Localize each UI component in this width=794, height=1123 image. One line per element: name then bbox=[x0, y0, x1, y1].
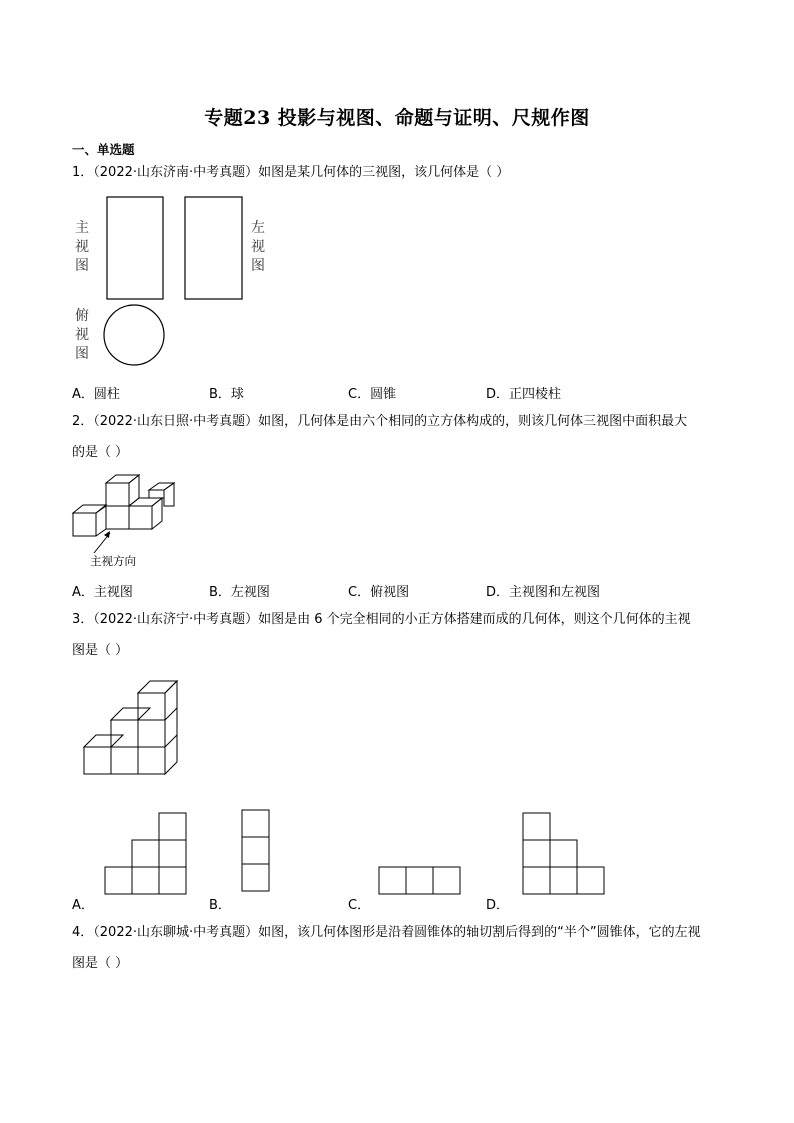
q2-option-c: C．俯视图 bbox=[348, 585, 410, 600]
q2-direction-caption: 主视方向 bbox=[90, 554, 136, 568]
q1-option-d: D．正四棱柱 bbox=[486, 387, 562, 402]
question-4-stem-line1: 4．（2022·山东聊城·中考真题）如图，该几何体图形是沿着圆锥体的轴切割后得到的“半个”圆锥体，它的左视 bbox=[72, 925, 701, 940]
q1-option-b: B．球 bbox=[209, 387, 244, 402]
q2-option-b: B．左视图 bbox=[209, 585, 270, 600]
q3-option-b: B． bbox=[209, 898, 231, 913]
front-view-rect bbox=[107, 197, 163, 299]
top-view-circle bbox=[104, 305, 164, 365]
left-view-rect bbox=[185, 197, 242, 299]
q2-option-a: A．主视图 bbox=[72, 585, 133, 600]
q1-option-a: A．圆柱 bbox=[72, 387, 120, 402]
section-heading: 一、单选题 bbox=[72, 142, 135, 157]
q2-option-d: D．主视图和左视图 bbox=[486, 585, 601, 600]
top-view-label: 俯视图 bbox=[75, 308, 89, 362]
front-view-label: 主视图 bbox=[75, 220, 89, 274]
left-view-label: 左视图 bbox=[251, 220, 265, 274]
q3-option-d: D． bbox=[486, 898, 510, 913]
q1-option-c: C．圆锥 bbox=[348, 387, 397, 402]
q3-option-c: C． bbox=[348, 898, 371, 913]
question-4-stem-line2: 图是（ ） bbox=[72, 956, 129, 971]
q3-option-a: A． bbox=[72, 898, 94, 913]
question-1-stem: 1．（2022·山东济南·中考真题）如图是某几何体的三视图，该几何体是（ ） bbox=[72, 165, 510, 180]
question-2-stem-line2: 的是（ ） bbox=[72, 445, 129, 460]
question-3-stem-line1: 3．（2022·山东济宁·中考真题）如图是由 6 个完全相同的小正方体搭建而成的几何体，则这个几何体的主视 bbox=[72, 612, 691, 627]
question-2-stem-line1: 2．（2022·山东日照·中考真题）如图，几何体是由六个相同的立方体构成的，则该几何体三视图中面积最大 bbox=[72, 414, 688, 429]
question-3-stem-line2: 图是（ ） bbox=[72, 643, 129, 658]
page-title: 专题23 投影与视图、命题与证明、尺规作图 bbox=[204, 107, 590, 129]
